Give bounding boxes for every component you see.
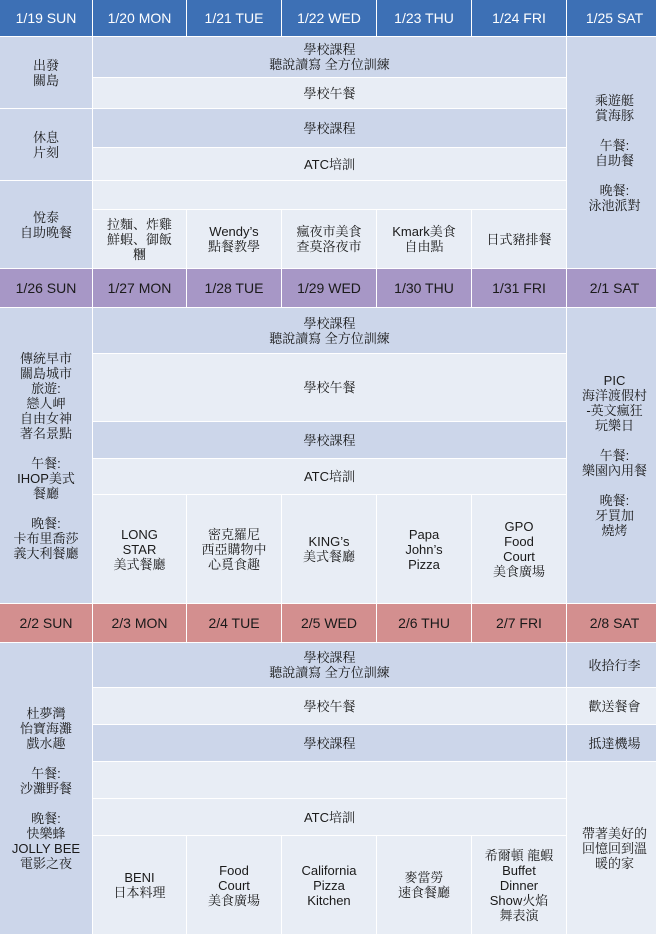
header-sun: 1/26 SUN [0, 269, 92, 307]
evening-activity: Papa John’s Pizza [377, 495, 471, 603]
evening-activity: Food Court 美食廣場 [187, 836, 281, 934]
header-thu: 1/23 THU [377, 0, 471, 36]
evening-activity: 拉麵、炸雞 鮮蝦、御飯 糰 [93, 210, 186, 268]
atc-training: ATC培訓 [93, 148, 566, 180]
saturday-activity: 帶著美好的 回憶回到溫 暖的家 [567, 762, 656, 934]
school-course: 學校課程 [93, 725, 566, 761]
school-lunch: 學校午餐 [93, 354, 566, 421]
header-sat: 1/25 SAT [567, 0, 656, 36]
header-sat: 2/8 SAT [567, 604, 656, 642]
sunday-activity: 出發 關島 [0, 37, 92, 108]
saturday-activity: 乘遊艇 賞海豚 午餐: 自助餐 晚餐: 泳池派對 [567, 37, 656, 268]
school-lunch: 學校午餐 [93, 688, 566, 724]
atc-training: ATC培訓 [93, 799, 566, 835]
evening-activity: 希爾頓 龍蝦 Buffet Dinner Show火焰 舞表演 [472, 836, 566, 934]
evening-activity: BENI 日本料理 [93, 836, 186, 934]
sunday-activity: 休息 片刻 [0, 109, 92, 180]
school-course: 學校課程 [93, 422, 566, 458]
sunday-activity: 杜夢灣 怡寶海灘 戲水趣 午餐: 沙灘野餐 晚餐: 快樂蜂 JOLLY BEE 電影之夜 [0, 643, 92, 934]
header-sun: 2/2 SUN [0, 604, 92, 642]
school-course-full: 學校課程 聽說讀寫 全方位訓練 [93, 37, 566, 77]
saturday-activity: 歡送餐會 [567, 688, 656, 724]
header-fri: 1/31 FRI [472, 269, 566, 307]
header-fri: 2/7 FRI [472, 604, 566, 642]
header-tue: 1/21 TUE [187, 0, 281, 36]
evening-activity: KING’s 美式餐廳 [282, 495, 376, 603]
header-tue: 1/28 TUE [187, 269, 281, 307]
saturday-activity: 收拾行李 [567, 643, 656, 687]
evening-activity: Kmark美食 自由點 [377, 210, 471, 268]
header-sun: 1/19 SUN [0, 0, 92, 36]
evening-activity: Wendy’s 點餐教學 [187, 210, 281, 268]
spacer [93, 762, 566, 798]
school-course-full: 學校課程 聽說讀寫 全方位訓練 [93, 643, 566, 687]
evening-activity: California Pizza Kitchen [282, 836, 376, 934]
header-thu: 2/6 THU [377, 604, 471, 642]
header-mon: 1/20 MON [93, 0, 186, 36]
header-sat: 2/1 SAT [567, 269, 656, 307]
atc-training: ATC培訓 [93, 459, 566, 494]
evening-activity: GPO Food Court 美食廣場 [472, 495, 566, 603]
saturday-activity: PIC 海洋渡假村 -英文瘋狂 玩樂日 午餐: 樂園內用餐 晚餐: 牙買加 燒烤 [567, 308, 656, 603]
header-fri: 1/24 FRI [472, 0, 566, 36]
header-wed: 1/22 WED [282, 0, 376, 36]
evening-activity: LONG STAR 美式餐廳 [93, 495, 186, 603]
evening-activity: 麥當勞 速食餐廳 [377, 836, 471, 934]
school-lunch: 學校午餐 [93, 78, 566, 108]
evening-activity: 日式豬排餐 [472, 210, 566, 268]
header-tue: 2/4 TUE [187, 604, 281, 642]
spacer [93, 181, 566, 209]
evening-activity: 瘋夜市美食 查莫洛夜市 [282, 210, 376, 268]
evening-activity: 密克羅尼 西亞購物中 心覓食趣 [187, 495, 281, 603]
sunday-activity: 傳統早市 關島城市 旅遊: 戀人岬 自由女神 著名景點 午餐: IHOP美式 餐廳 晚餐: 卡布里喬莎 義大利餐廳 [0, 308, 92, 603]
school-course-full: 學校課程 聽說讀寫 全方位訓練 [93, 308, 566, 353]
sunday-dinner: 悅泰 自助晚餐 [0, 181, 92, 268]
saturday-activity: 抵達機場 [567, 725, 656, 761]
header-mon: 1/27 MON [93, 269, 186, 307]
header-wed: 1/29 WED [282, 269, 376, 307]
school-course: 學校課程 [93, 109, 566, 147]
header-mon: 2/3 MON [93, 604, 186, 642]
header-wed: 2/5 WED [282, 604, 376, 642]
header-thu: 1/30 THU [377, 269, 471, 307]
